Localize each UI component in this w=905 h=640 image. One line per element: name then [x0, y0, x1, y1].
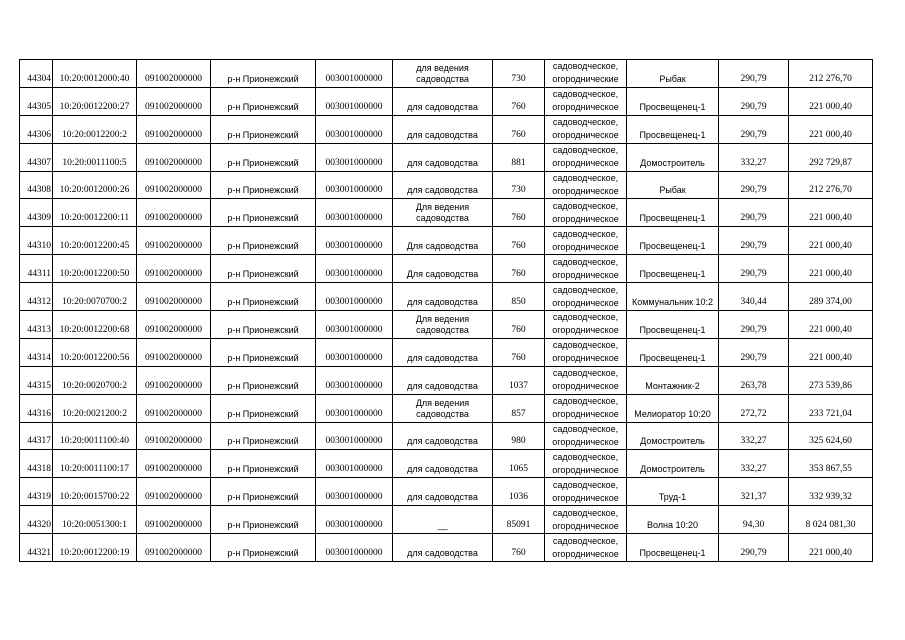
cell-oktmo-code: 003001000000 — [316, 283, 393, 311]
cell-okato-code: 091002000000 — [137, 87, 211, 115]
cell-total-value: 325 624,60 — [789, 422, 873, 450]
cell-area: 850 — [493, 283, 545, 311]
cell-unit-price: 290,79 — [719, 338, 789, 366]
table-row — [20, 394, 873, 422]
cell-association-name: Просвещенец-1 — [627, 115, 719, 143]
cell-oktmo-code: 003001000000 — [316, 115, 393, 143]
cell-total-value: 292 729,87 — [789, 143, 873, 171]
cell-category: садоводческое, огородническое — [545, 227, 627, 255]
cell-id: 44313 — [20, 311, 53, 339]
cell-total-value: 289 374,00 — [789, 283, 873, 311]
cell-unit-price: 290,79 — [719, 171, 789, 199]
table-row — [20, 338, 873, 366]
table-row — [20, 199, 873, 227]
cell-association-name: Просвещенец-1 — [627, 534, 719, 562]
cell-association-name: Коммунальник 10:2 — [627, 283, 719, 311]
cell-district: р-н Прионежский — [211, 115, 316, 143]
cell-oktmo-code: 003001000000 — [316, 478, 393, 506]
cell-permitted-use: для садоводства — [393, 338, 493, 366]
cell-oktmo-code: 003001000000 — [316, 366, 393, 394]
cell-okato-code: 091002000000 — [137, 394, 211, 422]
cell-permitted-use: Для ведения садоводства — [393, 199, 493, 227]
cell-district: р-н Прионежский — [211, 506, 316, 534]
cell-total-value: 221 000,40 — [789, 87, 873, 115]
cell-category: садоводческое, огородническое — [545, 143, 627, 171]
cell-id: 44319 — [20, 478, 53, 506]
cell-cadastral-number: 10:20:0020700:2 — [53, 366, 137, 394]
cell-permitted-use: для садоводства — [393, 87, 493, 115]
cell-association-name: Труд-1 — [627, 478, 719, 506]
cell-category: садоводческое, огородническое — [545, 366, 627, 394]
table-row — [20, 366, 873, 394]
cell-okato-code: 091002000000 — [137, 227, 211, 255]
cell-unit-price: 321,37 — [719, 478, 789, 506]
cell-association-name: Домостроитель — [627, 450, 719, 478]
cell-id: 44317 — [20, 422, 53, 450]
cell-area: 881 — [493, 143, 545, 171]
cell-category: садоводческое, огородническое — [545, 394, 627, 422]
cell-id: 44320 — [20, 506, 53, 534]
cell-oktmo-code: 003001000000 — [316, 534, 393, 562]
cell-association-name: Просвещенец-1 — [627, 227, 719, 255]
table-row — [20, 450, 873, 478]
cell-oktmo-code: 003001000000 — [316, 255, 393, 283]
cell-district: р-н Прионежский — [211, 394, 316, 422]
cell-category: садоводческое, огородническое — [545, 87, 627, 115]
table-row — [20, 87, 873, 115]
cell-id: 44306 — [20, 115, 53, 143]
table-row — [20, 311, 873, 339]
cell-permitted-use: для садоводства — [393, 450, 493, 478]
cell-total-value: 273 539,86 — [789, 366, 873, 394]
cell-unit-price: 290,79 — [719, 60, 789, 88]
cell-permitted-use: Для ведения садоводства — [393, 311, 493, 339]
table-body — [20, 60, 873, 562]
cell-area: 980 — [493, 422, 545, 450]
cell-unit-price: 332,27 — [719, 143, 789, 171]
table-row — [20, 60, 873, 88]
cell-oktmo-code: 003001000000 — [316, 171, 393, 199]
cell-area: 760 — [493, 311, 545, 339]
cell-total-value: 221 000,40 — [789, 199, 873, 227]
cell-permitted-use: для садоводства — [393, 171, 493, 199]
cell-cadastral-number: 10:20:0012200:27 — [53, 87, 137, 115]
table-row — [20, 143, 873, 171]
cell-total-value: 221 000,40 — [789, 255, 873, 283]
table-row — [20, 255, 873, 283]
cell-cadastral-number: 10:20:0011100:5 — [53, 143, 137, 171]
cell-total-value: 332 939,32 — [789, 478, 873, 506]
table-row — [20, 227, 873, 255]
cell-category: садоводческое, огородническое — [545, 450, 627, 478]
cell-district: р-н Прионежский — [211, 338, 316, 366]
cell-category: садоводческое, огородническое — [545, 199, 627, 227]
cell-oktmo-code: 003001000000 — [316, 227, 393, 255]
cell-unit-price: 290,79 — [719, 115, 789, 143]
cell-area: 1037 — [493, 366, 545, 394]
cell-cadastral-number: 10:20:0012200:68 — [53, 311, 137, 339]
cell-association-name: Просвещенец-1 — [627, 199, 719, 227]
cell-permitted-use: Для садоводства — [393, 255, 493, 283]
cell-permitted-use: для садоводства — [393, 534, 493, 562]
cell-cadastral-number: 10:20:0021200:2 — [53, 394, 137, 422]
cell-okato-code: 091002000000 — [137, 534, 211, 562]
cell-oktmo-code: 003001000000 — [316, 422, 393, 450]
cell-okato-code: 091002000000 — [137, 450, 211, 478]
cell-category: садоводческое, огородническое — [545, 534, 627, 562]
cell-total-value: 221 000,40 — [789, 338, 873, 366]
cell-cadastral-number: 10:20:0012200:56 — [53, 338, 137, 366]
table-row — [20, 534, 873, 562]
cell-unit-price: 332,27 — [719, 450, 789, 478]
cell-total-value: 212 276,70 — [789, 60, 873, 88]
land-plots-table — [19, 59, 873, 562]
cell-okato-code: 091002000000 — [137, 171, 211, 199]
cell-cadastral-number: 10:20:0012200:45 — [53, 227, 137, 255]
cell-id: 44315 — [20, 366, 53, 394]
cell-district: р-н Прионежский — [211, 171, 316, 199]
cell-cadastral-number: 10:20:0012000:40 — [53, 60, 137, 88]
cell-district: р-н Прионежский — [211, 311, 316, 339]
table-row — [20, 171, 873, 199]
cell-district: р-н Прионежский — [211, 283, 316, 311]
cell-oktmo-code: 003001000000 — [316, 450, 393, 478]
cell-district: р-н Прионежский — [211, 199, 316, 227]
cell-total-value: 221 000,40 — [789, 115, 873, 143]
cell-id: 44310 — [20, 227, 53, 255]
cell-id: 44316 — [20, 394, 53, 422]
cell-association-name: Просвещенец-1 — [627, 255, 719, 283]
cell-association-name: Волна 10:20 — [627, 506, 719, 534]
cell-association-name: Рыбак — [627, 60, 719, 88]
cell-area: 760 — [493, 199, 545, 227]
cell-id: 44305 — [20, 87, 53, 115]
cell-unit-price: 290,79 — [719, 534, 789, 562]
cell-id: 44304 — [20, 60, 53, 88]
cell-unit-price: 290,79 — [719, 87, 789, 115]
cell-total-value: 221 000,40 — [789, 534, 873, 562]
cell-id: 44312 — [20, 283, 53, 311]
cell-oktmo-code: 003001000000 — [316, 143, 393, 171]
table-row — [20, 422, 873, 450]
cell-area: 730 — [493, 60, 545, 88]
cell-oktmo-code: 003001000000 — [316, 506, 393, 534]
cell-cadastral-number: 10:20:0012200:11 — [53, 199, 137, 227]
cell-unit-price: 290,79 — [719, 199, 789, 227]
cell-unit-price: 340,44 — [719, 283, 789, 311]
cell-district: р-н Прионежский — [211, 255, 316, 283]
cell-oktmo-code: 003001000000 — [316, 338, 393, 366]
cell-cadastral-number: 10:20:0051300:1 — [53, 506, 137, 534]
cell-association-name: Домостроитель — [627, 422, 719, 450]
cell-category: садоводческое, огородническое — [545, 311, 627, 339]
cell-id: 44321 — [20, 534, 53, 562]
table-row — [20, 283, 873, 311]
table-row — [20, 115, 873, 143]
cell-oktmo-code: 003001000000 — [316, 199, 393, 227]
cell-okato-code: 091002000000 — [137, 506, 211, 534]
cell-area: 1036 — [493, 478, 545, 506]
cell-area: 760 — [493, 534, 545, 562]
cell-cadastral-number: 10:20:0012200:2 — [53, 115, 137, 143]
cell-cadastral-number: 10:20:0012200:19 — [53, 534, 137, 562]
cell-unit-price: 290,79 — [719, 227, 789, 255]
cell-category: садоводческое, огородническое — [545, 171, 627, 199]
cell-unit-price: 332,27 — [719, 422, 789, 450]
cell-unit-price: 272,72 — [719, 394, 789, 422]
cell-permitted-use: для садоводства — [393, 422, 493, 450]
cell-cadastral-number: 10:20:0011100:17 — [53, 450, 137, 478]
cell-oktmo-code: 003001000000 — [316, 60, 393, 88]
cell-total-value: 353 867,55 — [789, 450, 873, 478]
cell-okato-code: 091002000000 — [137, 338, 211, 366]
cell-district: р-н Прионежский — [211, 227, 316, 255]
cell-unit-price: 290,79 — [719, 311, 789, 339]
cell-total-value: 221 000,40 — [789, 227, 873, 255]
cell-okato-code: 091002000000 — [137, 311, 211, 339]
cell-area: 760 — [493, 227, 545, 255]
cell-category: садоводческое, огородническое — [545, 478, 627, 506]
cell-association-name: Монтажник-2 — [627, 366, 719, 394]
cell-id: 44314 — [20, 338, 53, 366]
cell-id: 44307 — [20, 143, 53, 171]
cell-association-name: Просвещенец-1 — [627, 311, 719, 339]
cell-okato-code: 091002000000 — [137, 115, 211, 143]
cell-category: садоводческое, огородническое — [545, 422, 627, 450]
cell-unit-price: 263,78 — [719, 366, 789, 394]
cell-okato-code: 091002000000 — [137, 199, 211, 227]
cell-district: р-н Прионежский — [211, 143, 316, 171]
cell-permitted-use: для садоводства — [393, 115, 493, 143]
cell-oktmo-code: 003001000000 — [316, 87, 393, 115]
cell-district: р-н Прионежский — [211, 60, 316, 88]
cell-district: р-н Прионежский — [211, 478, 316, 506]
cell-okato-code: 091002000000 — [137, 422, 211, 450]
cell-district: р-н Прионежский — [211, 366, 316, 394]
cell-id: 44311 — [20, 255, 53, 283]
cell-cadastral-number: 10:20:0070700:2 — [53, 283, 137, 311]
cell-area: 730 — [493, 171, 545, 199]
cell-unit-price: 290,79 — [719, 255, 789, 283]
cell-cadastral-number: 10:20:0015700:22 — [53, 478, 137, 506]
cell-total-value: 233 721,04 — [789, 394, 873, 422]
cell-okato-code: 091002000000 — [137, 283, 211, 311]
cell-permitted-use: для садоводства — [393, 366, 493, 394]
cell-permitted-use: для садоводства — [393, 283, 493, 311]
cell-area: 1065 — [493, 450, 545, 478]
cell-okato-code: 091002000000 — [137, 255, 211, 283]
cell-permitted-use: Для ведения садоводства — [393, 394, 493, 422]
cell-association-name: Мелиоратор 10:20 — [627, 394, 719, 422]
cell-category: садоводческое, огородническое — [545, 115, 627, 143]
cell-district: р-н Прионежский — [211, 87, 316, 115]
cell-okato-code: 091002000000 — [137, 143, 211, 171]
cell-category: садоводческое, огородническое — [545, 338, 627, 366]
cell-district: р-н Прионежский — [211, 422, 316, 450]
cell-id: 44309 — [20, 199, 53, 227]
cell-id: 44308 — [20, 171, 53, 199]
cell-unit-price: 94,30 — [719, 506, 789, 534]
cell-area: 760 — [493, 87, 545, 115]
table-row — [20, 478, 873, 506]
cell-total-value: 221 000,40 — [789, 311, 873, 339]
table-row — [20, 506, 873, 534]
cell-permitted-use: для ведения садоводства — [393, 60, 493, 88]
cell-permitted-use: __ — [393, 506, 493, 534]
cell-association-name: Рыбак — [627, 171, 719, 199]
cell-association-name: Просвещенец-1 — [627, 338, 719, 366]
cell-okato-code: 091002000000 — [137, 60, 211, 88]
cell-area: 760 — [493, 338, 545, 366]
cell-category: садоводческое, огородническое — [545, 506, 627, 534]
cell-area: 760 — [493, 115, 545, 143]
cell-permitted-use: для садоводства — [393, 478, 493, 506]
cell-category: садоводческое, огородническое — [545, 283, 627, 311]
cell-permitted-use: для садоводства — [393, 143, 493, 171]
cell-area: 85091 — [493, 506, 545, 534]
cell-cadastral-number: 10:20:0011100:40 — [53, 422, 137, 450]
cell-area: 857 — [493, 394, 545, 422]
cell-cadastral-number: 10:20:0012200:50 — [53, 255, 137, 283]
cell-area: 760 — [493, 255, 545, 283]
cell-cadastral-number: 10:20:0012000:26 — [53, 171, 137, 199]
cell-permitted-use: Для садоводства — [393, 227, 493, 255]
cell-district: р-н Прионежский — [211, 450, 316, 478]
cell-category: садоводческое, огороднические — [545, 60, 627, 88]
cell-association-name: Просвещенец-1 — [627, 87, 719, 115]
cell-total-value: 8 024 081,30 — [789, 506, 873, 534]
cell-oktmo-code: 003001000000 — [316, 394, 393, 422]
cell-category: садоводческое, огородническое — [545, 255, 627, 283]
cell-association-name: Домостроитель — [627, 143, 719, 171]
cell-id: 44318 — [20, 450, 53, 478]
cell-district: р-н Прионежский — [211, 534, 316, 562]
cell-okato-code: 091002000000 — [137, 366, 211, 394]
cell-okato-code: 091002000000 — [137, 478, 211, 506]
cell-oktmo-code: 003001000000 — [316, 311, 393, 339]
cell-total-value: 212 276,70 — [789, 171, 873, 199]
